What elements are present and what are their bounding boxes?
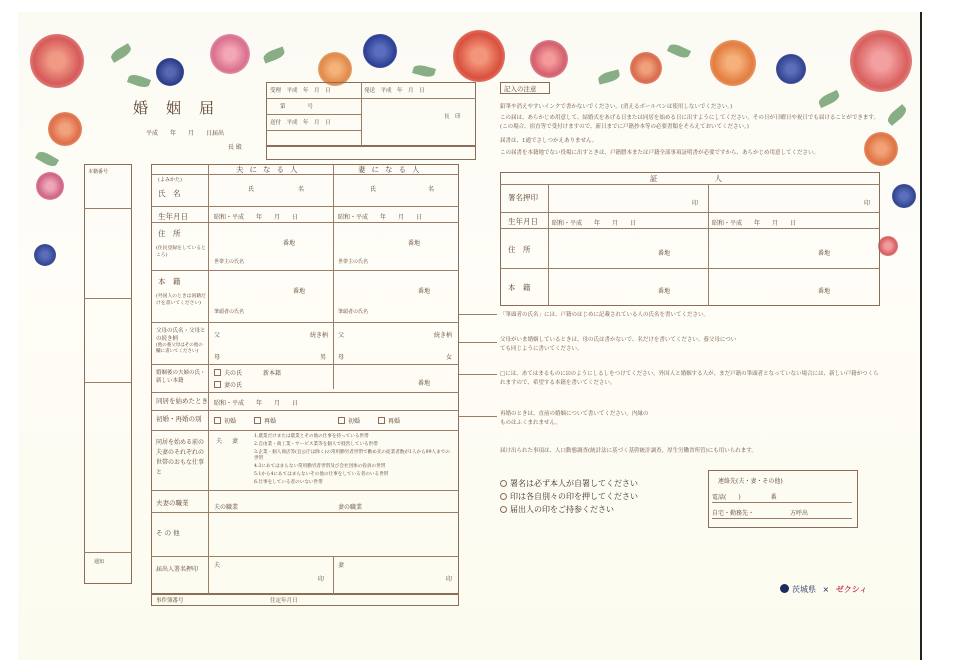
parents-note: (他の養父母はその他の欄に書いてください)	[156, 343, 203, 354]
leaf-decoration-icon	[35, 149, 59, 169]
contact-title: 連絡先(夫・妻・その他)	[718, 478, 783, 485]
rose-decoration-icon	[363, 34, 397, 68]
wife-banchi: 番地	[408, 240, 421, 247]
work-item: 6.仕事をしている者のいない世帯	[254, 480, 323, 485]
work-wife: 妻	[232, 438, 239, 445]
row-parents: 父母の氏名・父母との続き柄	[156, 328, 206, 342]
row-surname: 婚姻後の夫婦の氏・新しい本籍	[156, 370, 206, 384]
rose-decoration-icon	[710, 40, 756, 86]
witness1-banchi: 番地	[658, 250, 671, 257]
signature-husband: 夫	[214, 562, 221, 569]
date-line: 平成 年 月 日届出	[146, 130, 225, 137]
husband-father: 父	[214, 332, 221, 339]
rose-decoration-icon	[48, 112, 82, 146]
witness1-birth: 昭和・平成 年 月 日	[552, 220, 637, 227]
husband-sei: 氏	[248, 186, 255, 193]
notice-item: 届出人の印をご持参ください	[500, 503, 638, 516]
side-label: 本籍番号	[88, 169, 109, 175]
wife-honseki-banchi: 番地	[418, 288, 431, 295]
husband-mother: 母	[214, 354, 221, 361]
rose-decoration-icon	[530, 40, 568, 78]
row-honseki: 本 籍	[158, 277, 181, 286]
rose-decoration-icon	[30, 34, 84, 88]
row-prior: 初婚・再婚の別	[156, 415, 202, 423]
footer-brand: 茨城県 × ゼクシィ	[780, 584, 867, 595]
husband-mei: 名	[298, 186, 305, 193]
husband-nan: 男	[320, 354, 327, 361]
form-title: 婚姻届	[133, 99, 233, 117]
instruction-line: この届は、あらかじめ用意して、結婚式をあげる日または同居を始める日に出すようにしてください。その日が日曜日や祝日でも届けることができます。(この場合、宿直等で受付けますので、新日までに戸籍抄本等の必要書類をそろえておいてください。)	[500, 115, 879, 130]
leaf-decoration-icon	[885, 104, 908, 126]
rose-decoration-icon	[453, 30, 505, 82]
instructions-header: 記入の注意	[504, 85, 537, 93]
wife-header: 妻になる人	[358, 165, 426, 174]
wife-surname-checkbox[interactable]: 妻の氏	[214, 380, 242, 389]
instruction-line: この届書を本籍地でない役場に出すときは、戸籍謄本または戸籍全部事項証明書が必要ですから、あらかじめ用意してください。	[500, 150, 820, 156]
city-line: 長 殿	[228, 144, 242, 151]
work-item: 5.1から4にあてはまらないその他の仕事をしている者のいる世帯	[254, 472, 389, 477]
wife-sei: 氏	[370, 186, 377, 193]
wife-remarriage-checkbox[interactable]: 再婚	[378, 416, 400, 425]
side-label: 通知	[94, 559, 105, 565]
wife-mother: 母	[338, 354, 345, 361]
witness-row: 本 籍	[508, 283, 531, 292]
notice-item: 署名は必ず本人が自署してください	[500, 477, 638, 490]
wife-mei: 名	[428, 186, 435, 193]
notices	[500, 477, 638, 516]
witness2-birth: 昭和・平成 年 月 日	[712, 220, 797, 227]
reading-label: (よみかた)	[158, 177, 182, 183]
witness-header: 証 人	[650, 174, 736, 183]
signature-husband-seal: 印	[318, 576, 325, 583]
witness-row: 生年月日	[508, 217, 538, 226]
husband-job: 夫の職業	[214, 504, 239, 511]
contact-phone: 電話( ) 番	[712, 494, 777, 501]
cohab-date: 昭和・平成 年 月 日	[214, 400, 299, 407]
wife-first-marriage-checkbox[interactable]: 初婚	[338, 416, 360, 425]
rose-decoration-icon	[156, 58, 184, 86]
prefecture-logo-icon	[780, 584, 789, 593]
rose-decoration-icon	[630, 52, 662, 84]
husband-banchi: 番地	[283, 240, 296, 247]
leaf-decoration-icon	[109, 43, 133, 63]
receipt-date: 受理 平成 年 月 日	[270, 88, 331, 94]
leaf-decoration-icon	[597, 69, 621, 84]
husband-tsuzuki: 続き柄	[310, 332, 329, 339]
witness2-banchi: 番地	[818, 250, 831, 257]
side-note: 再婚のときは、直前の婚姻について書いてください。内縁のものはふくまれません。	[500, 411, 649, 426]
notice-item: 印は各自別々の印を押してください	[500, 490, 638, 503]
rose-decoration-icon	[850, 30, 912, 92]
row-birth: 生年月日	[158, 212, 188, 221]
leaf-decoration-icon	[127, 73, 151, 90]
row-work: 同居を始める前の夫妻のそれぞれの世帯のおもな仕事と	[156, 439, 205, 476]
address-note: (住民登録をしているところ)	[156, 246, 206, 258]
work-husband: 夫	[216, 438, 223, 445]
chief-seal: 長 印	[444, 114, 461, 120]
rose-decoration-icon	[34, 244, 56, 266]
receipt-number: 第 号	[280, 104, 314, 110]
side-column	[84, 164, 132, 584]
row-address: 住 所	[158, 229, 181, 238]
case-number-label: 事件簿番号	[156, 598, 184, 604]
work-item: 2.自由業・商工業・サービス業等を個人で経営している世帯	[254, 442, 378, 447]
row-job: 夫妻の職業	[156, 499, 189, 507]
leaf-decoration-icon	[412, 63, 436, 78]
witness1-honseki-banchi: 番地	[658, 288, 671, 295]
husband-remarriage-checkbox[interactable]: 再婚	[254, 416, 276, 425]
leaf-decoration-icon	[262, 47, 286, 64]
wife-setainushi: 世帯主の氏名	[338, 259, 369, 265]
registrar-strip	[266, 146, 476, 160]
wife-birth: 昭和・平成 年 月 日	[338, 214, 423, 221]
leaf-decoration-icon	[817, 90, 841, 108]
rose-decoration-icon	[318, 52, 352, 86]
husband-birth: 昭和・平成 年 月 日	[214, 214, 299, 221]
rose-decoration-icon	[892, 184, 916, 208]
witness2-honseki-banchi: 番地	[818, 288, 831, 295]
side-note: 届け出られた事項は、人口動態調査(統計法に基づく基幹統計調査、厚生労働省所管)にも用いられます。	[500, 448, 757, 454]
contact-place: 自宅・勤務先・ 方呼出	[712, 510, 809, 517]
wife-father: 父	[338, 332, 345, 339]
work-item: 4.3にあてはまらない常用勤労者世帯及び会社団体の役員の世帯	[254, 464, 386, 469]
rose-decoration-icon	[864, 132, 898, 166]
signature-wife-seal: 印	[446, 576, 453, 583]
instruction-line: 鉛筆や消えやすいインクで書かないでください。(消えるボールペンは使用しないでください。)	[500, 104, 733, 110]
husband-surname-checkbox[interactable]: 夫の氏	[214, 368, 242, 377]
rose-decoration-icon	[776, 54, 806, 84]
honseki-note: (外国人のときは国籍だけを書いてください)	[156, 294, 206, 306]
signature-wife: 妻	[338, 562, 345, 569]
rose-decoration-icon	[210, 34, 250, 74]
wife-tsuzuki: 続き柄	[434, 332, 453, 339]
wife-hittousha: 筆頭者の氏名	[338, 309, 369, 315]
work-item: 1.農業だけまたは農業とその他の仕事を持っている世帯	[254, 434, 369, 439]
witness-row: 住 所	[508, 245, 531, 254]
rose-decoration-icon	[36, 172, 64, 200]
sending-date: 送付 平成 年 月 日	[270, 120, 331, 126]
rose-decoration-icon	[878, 236, 898, 256]
wife-jo: 女	[446, 354, 453, 361]
husband-first-marriage-checkbox[interactable]: 初婚	[214, 416, 236, 425]
witness1-seal: 印	[692, 200, 699, 207]
side-note: 「筆頭者の氏名」には、戸籍のはじめに記載されている人の氏名を書いてください。	[500, 312, 710, 318]
marriage-registration-form	[18, 12, 922, 660]
row-name: 氏 名	[158, 189, 181, 198]
dispatch-date: 発送 平成 年 月 日	[364, 88, 425, 94]
case-number-box	[151, 594, 459, 606]
witness-row: 署名押印	[508, 193, 538, 202]
row-cohab: 同居を始めたとき	[156, 397, 208, 405]
witness2-seal: 印	[864, 200, 871, 207]
residence-date-label: 住定年月日	[270, 598, 298, 604]
side-note: 父母がいま婚姻しているときは、母の氏は書かないで、名だけを書いてください。養父母についても同じように書いてください。	[500, 337, 737, 352]
husband-header: 夫になる人	[236, 165, 304, 174]
new-honseki-banchi: 番地	[418, 380, 431, 387]
husband-setainushi: 世帯主の氏名	[214, 259, 245, 265]
side-note: □には、あてはまるものに☑のようにしるしをつけてください。外国人と婚姻する人が、まだ戸籍の筆頭者となっていない場合には、新しい戸籍がつくられますので、希望する本籍を書いてください。	[500, 371, 879, 386]
husband-hittousha: 筆頭者の氏名	[214, 309, 245, 315]
husband-honseki-banchi: 番地	[293, 288, 306, 295]
row-signature: 届出人署名押印	[156, 566, 199, 573]
leaf-decoration-icon	[667, 42, 691, 60]
row-other: そ の 他	[156, 529, 180, 537]
instruction-line: 届書は、1通でさしつかえありません。	[500, 138, 598, 144]
work-item: 3.企業・個人商店等(官公庁は除く)の常用勤労者世帯で勤め先の従業者数が1人から99人までの世帯	[254, 450, 450, 461]
new-honseki: 新本籍	[263, 370, 282, 377]
wife-job: 妻の職業	[338, 504, 363, 511]
